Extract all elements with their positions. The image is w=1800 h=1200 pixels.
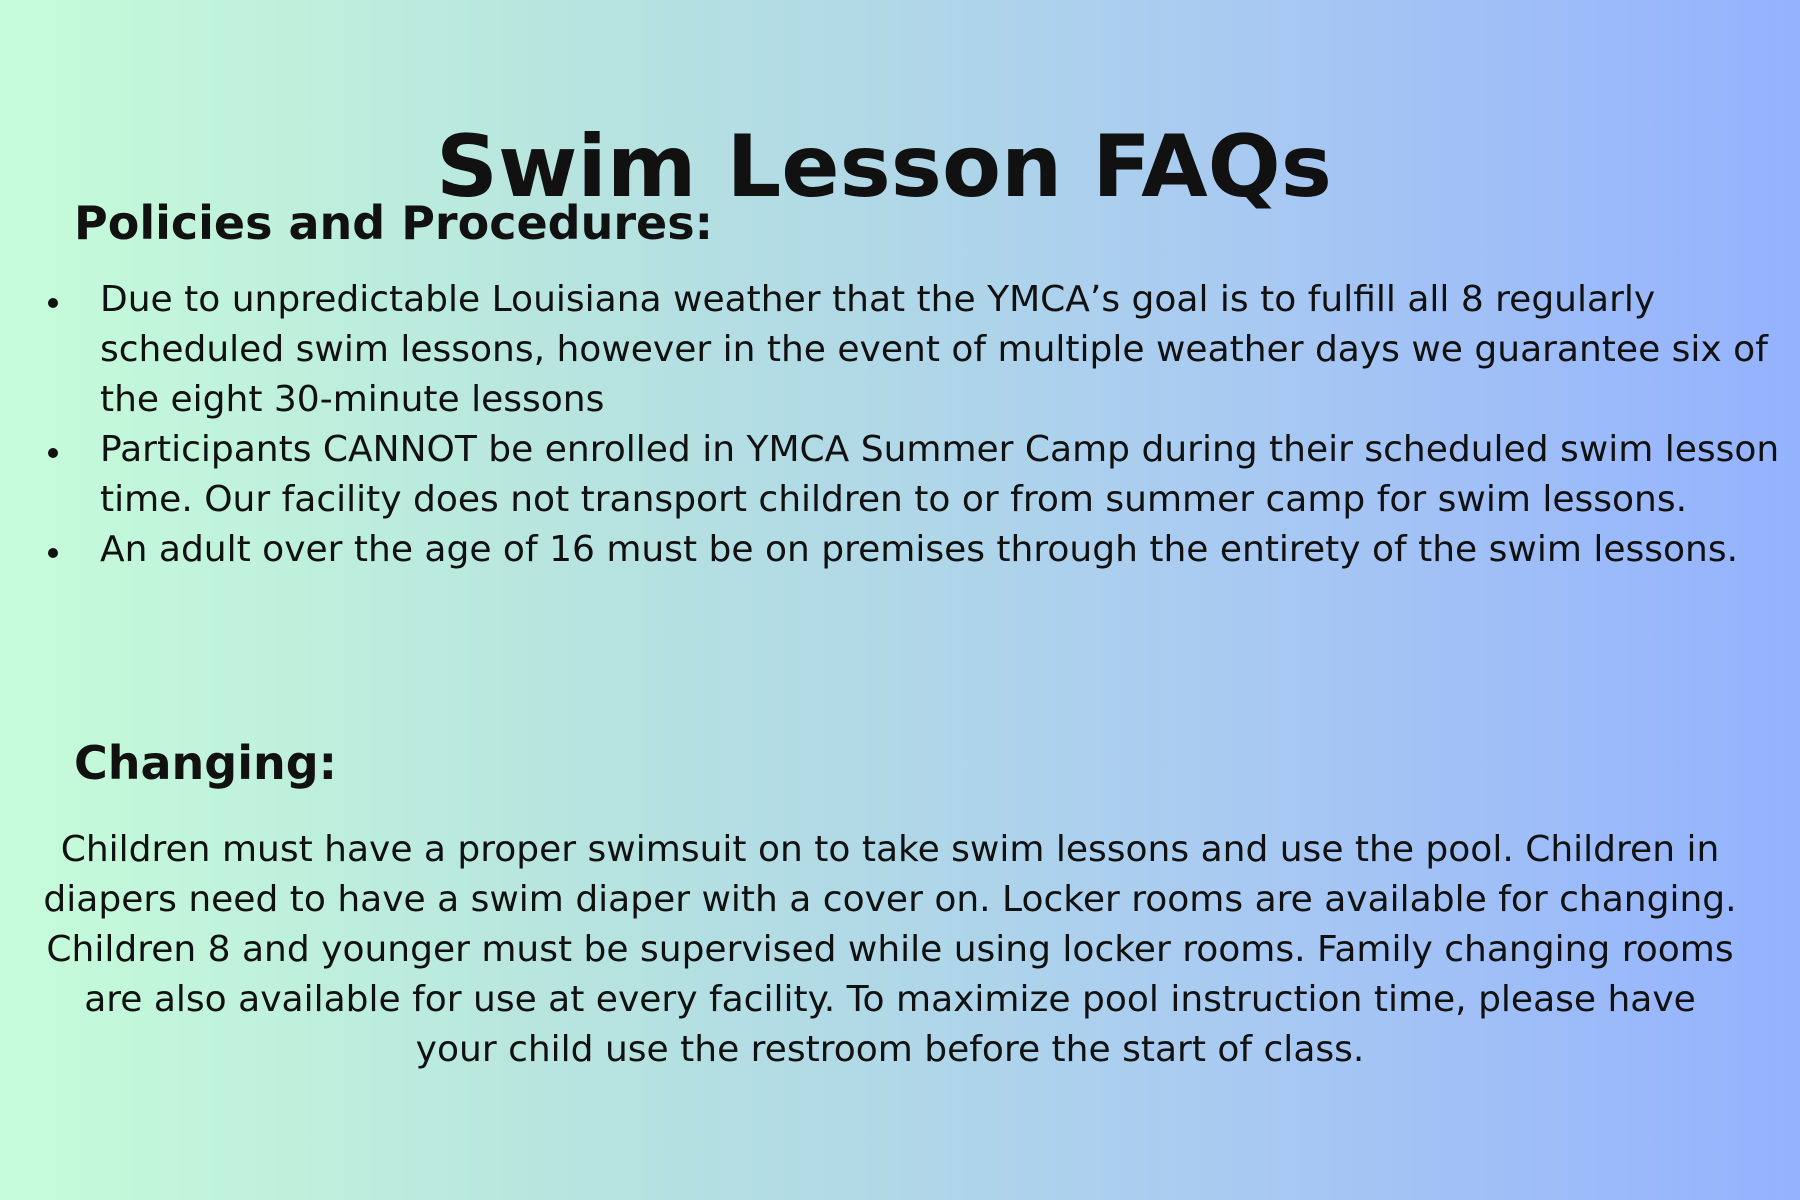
list-item [48,425,1780,525]
page-title: Swim Lesson FAQs [436,116,1332,217]
bullet-icon [48,448,58,458]
bullet-icon [48,548,58,558]
policy-text: Due to unpredictable Louisiana weather that the YMCA’s goal is to fulfill all 8 regularly scheduled swim lessons, however in the event of multiple weather days we guarantee six of the eight 30-minute lessons [100,279,1768,420]
bullet-icon [48,298,58,308]
list-item [48,525,1748,575]
policies-heading: Policies and Procedures: [74,196,714,250]
policy-text: An adult over the age of 16 must be on premises through the entirety of the swim lessons. [100,529,1739,570]
changing-heading: Changing: [74,736,338,790]
changing-paragraph: Children must have a proper swimsuit on to take swim lessons and use the pool. Children in diapers need to have a swim diaper with a cover on. Locker rooms are available for changing. Children 8 and younger must be supervised while using locker rooms. Family changing rooms are also available for use at every facility. To maximize pool instruction time, please have your child use the restroom before the start of class. [43,829,1737,1070]
policy-text: Participants CANNOT be enrolled in YMCA Summer Camp during their scheduled swim lesson time. Our facility does not transport children to or from summer camp for swim lessons. [100,429,1780,520]
policies-list [48,275,1780,575]
list-item [48,275,1768,425]
